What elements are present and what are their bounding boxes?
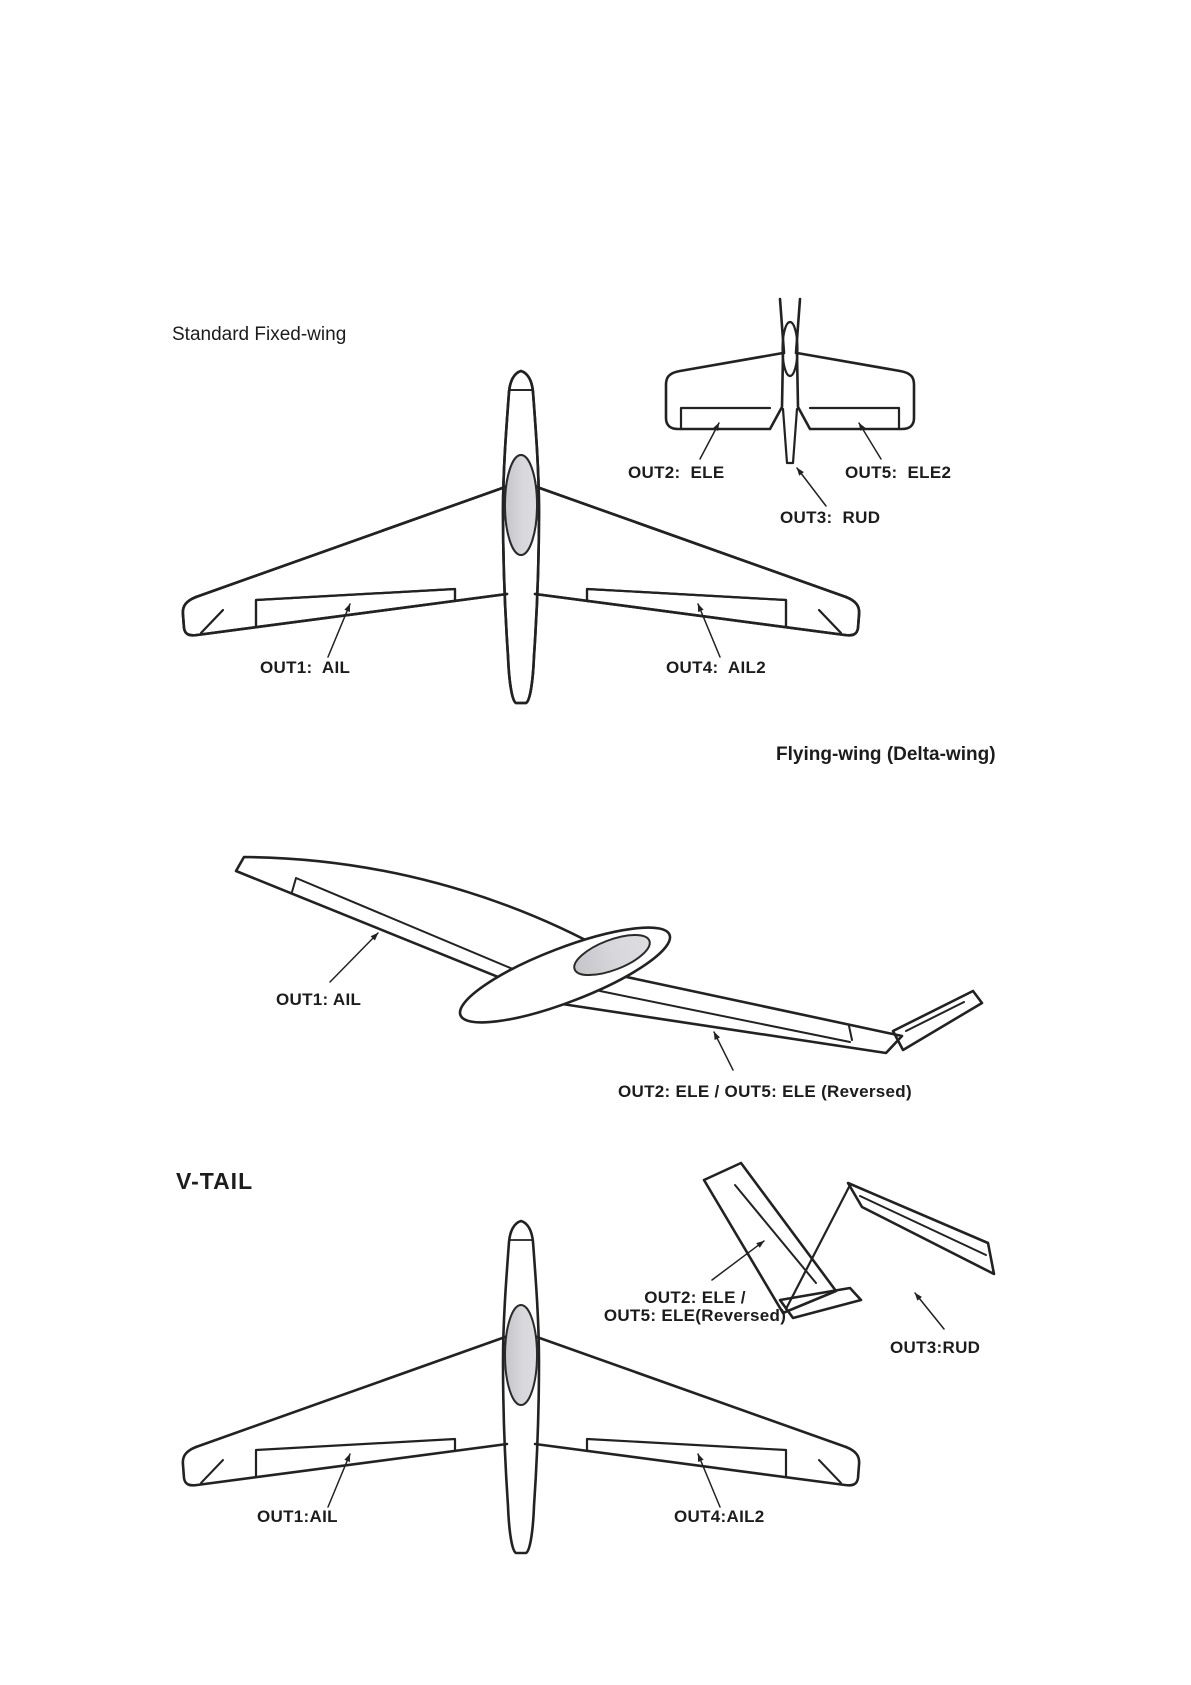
left-elevator [681,408,770,429]
tailplane-left [666,353,783,429]
flying-right-wing [562,973,902,1053]
arrow-out4-aileron2 [698,604,720,657]
label-vtail-out1-ail: OUT1:AIL [257,1507,338,1526]
arrow-out3-rudder [797,468,826,506]
v-tail-arrows [328,1241,944,1507]
label-out5-ele2: OUT5: ELE2 [845,463,952,482]
label-vtail-out2-line1: OUT2: ELE / [644,1288,746,1307]
label-vtail-out2-line2: OUT5: ELE(Reversed) [603,1306,787,1326]
label-flying-out1-ail: OUT1: AIL [276,990,362,1009]
arrow-fw-out1-aileron [330,933,378,982]
label-out3-rud: OUT3: RUD [780,508,881,527]
label-out1-ail: OUT1: AIL [260,658,351,677]
label-out2-ele: OUT2: ELE [628,463,725,482]
vtail-right-panel [848,1183,994,1274]
flying-winglet [893,991,982,1050]
label-out4-ail2: OUT4: AIL2 [666,658,766,677]
flying-wing-drawing [236,857,982,1070]
standard-arrows [328,423,881,657]
vtail-right-panel-inner-line [860,1196,986,1255]
arrow-out1-aileron [328,604,350,657]
right-elevator [810,408,899,429]
section-title-standard-fixed-wing: Standard Fixed-wing [172,324,347,345]
label-flying-out2-out5-ele: OUT2: ELE / OUT5: ELE (Reversed) [618,1082,912,1101]
vtail-left-panel-inset-line [735,1185,816,1283]
rudder [783,409,797,463]
section-title-flying-wing: Flying-wing (Delta-wing) [776,744,996,765]
label-vtail-out2-out5-ele [594,1289,796,1325]
arrow-fw-out2-elevon [714,1032,733,1070]
flying-winglet-inner-line [906,1002,964,1031]
standard-plane [183,371,859,703]
standard-fixed-wing-drawing [183,299,914,703]
tailplane-right [797,353,914,429]
section-title-v-tail: V-TAIL [176,1168,254,1194]
standard-tail-detail [666,299,914,463]
arrow-vt-out1-aileron [328,1454,350,1507]
v-tail-drawing [183,1163,994,1553]
label-vtail-out4-ail2: OUT4:AIL2 [674,1507,765,1526]
arrow-vt-out4-aileron2 [698,1454,720,1507]
arrow-vt-out2-ruddervator [712,1241,764,1280]
arrow-vt-out3-rudder [915,1293,944,1329]
label-vtail-out3-rud: OUT3:RUD [890,1338,981,1357]
